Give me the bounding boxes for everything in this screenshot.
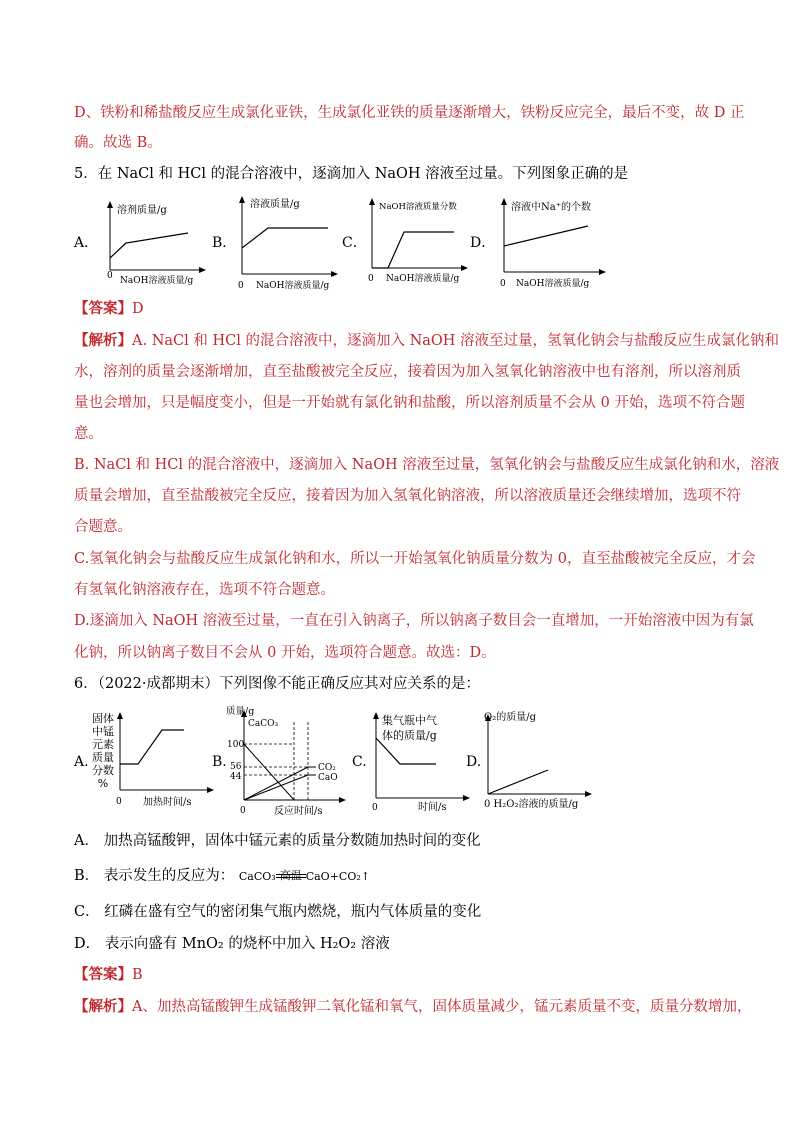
q5-analysis-line-6: 质量会增加，直至盐酸被完全反应，接着因为加入氢氧化钠溶液，所以溶液质量还会继续增加，选项不符: [74, 488, 741, 504]
ylabel-caco3: CaCO₃: [248, 719, 279, 729]
q5-analysis-line-7: 合题意。: [74, 519, 132, 535]
q5-analysis-line-1: [74, 331, 779, 351]
caco3-to-co2-line: [244, 767, 308, 800]
q5-answer: [74, 299, 144, 319]
curve: [488, 770, 548, 794]
caco3-to-cao-line: [244, 775, 308, 800]
tick-44: 44: [230, 772, 242, 782]
x-axis-arrow: [585, 791, 592, 797]
answer-value: D: [132, 301, 144, 317]
xlabel: NaOH溶液质量/g: [256, 281, 330, 291]
prev-analysis-line-1: D、铁粉和稀盐酸反应生成氯化亚铁，生成氯化亚铁的质量逐渐增大，铁粉反应完全，最后不变，故 D 正: [74, 105, 745, 121]
answer-tag: 【答案】: [74, 300, 132, 317]
q5-option-b-letter: B．: [212, 235, 237, 251]
answer-value: B: [132, 967, 143, 983]
xlabel: NaOH溶液质量/g: [386, 274, 460, 284]
x-axis-arrow: [599, 269, 606, 275]
series-co2: CO₂: [318, 763, 336, 773]
xlabel: 0 H₂O₂溶液的质量/g: [484, 799, 579, 810]
q5-graph-a: [100, 198, 210, 290]
y-axis-arrow: [107, 201, 113, 208]
y-axis-arrow: [501, 198, 507, 205]
prev-analysis-line-2: 确。故选 B。: [74, 135, 162, 151]
equation-right: CaO+CO₂↑: [305, 870, 370, 883]
analysis-text: A. NaCl 和 HCl 的混合溶液中，逐滴加入 NaOH 溶液至过量，氢氧化钠会与盐酸反应生成氯化钠和: [132, 333, 780, 349]
q5-graph-c: [362, 196, 474, 288]
x-axis-arrow: [339, 797, 346, 803]
ylabel-line: 中锰: [92, 725, 114, 738]
origin: 0: [372, 803, 378, 812]
origin: 0: [500, 279, 506, 289]
xlabel: NaOH溶液质量/g: [516, 279, 590, 289]
analysis-text: A、加热高锰酸钾生成锰酸钾二氧化锰和氧气，固体质量减少，锰元素质量不变，质量分数增加，: [132, 999, 752, 1015]
origin: 0: [238, 281, 244, 291]
ylabel-line-2: 体的质量/g: [382, 729, 437, 742]
answer-tag: 【答案】: [74, 966, 132, 983]
y-axis-arrow: [373, 712, 379, 719]
q6-option-b-letter: B.: [212, 754, 227, 770]
curve: [120, 730, 184, 764]
q6-option-c: C． 红磷在盛有空气的密闭集气瓶内燃烧，瓶内气体质量的变化: [74, 904, 482, 920]
ylabel-line: %: [97, 777, 109, 790]
ylabel-line-1: 集气瓶中气: [382, 714, 437, 727]
x-axis-arrow: [199, 267, 206, 273]
q6-graph-b: [224, 702, 354, 818]
q5-graph-b: [230, 192, 342, 294]
series-cao: CaO: [318, 773, 338, 783]
q5-analysis-line-2: 水，溶剂的质量会逐渐增加，直至盐酸被完全反应，接着因为加入氢氧化钠溶液中也有溶剂，所以溶剂质: [74, 364, 741, 380]
q6-option-a-letter: A.: [74, 754, 89, 770]
reaction-equation: [239, 867, 370, 887]
xlabel: NaOH溶液质量/g: [120, 276, 194, 286]
x-axis-arrow: [331, 271, 338, 277]
tick-56: 56: [230, 762, 242, 772]
q6-option-a: A． 加热高锰酸钾，固体中锰元素的质量分数随加热时间的变化: [74, 833, 481, 849]
xlabel: 时间/s: [418, 802, 447, 812]
x-axis-arrow: [207, 787, 214, 793]
ylabel-line: 质量: [92, 751, 114, 764]
analysis-tag: 【解析】: [74, 332, 132, 349]
caco3-line: [244, 744, 294, 800]
y-axis-arrow: [117, 712, 123, 719]
q6-option-b: [74, 866, 370, 887]
q5-option-a-letter: A．: [74, 235, 99, 251]
curve: [242, 228, 328, 248]
tick-100: 100: [227, 740, 245, 750]
analysis-tag: 【解析】: [74, 998, 132, 1015]
q5-analysis-line-4: 意。: [74, 426, 103, 442]
q6-answer: [74, 965, 143, 985]
q6-graph-a: [110, 708, 220, 810]
y-axis-arrow: [369, 198, 375, 205]
q5-analysis-line-5: B. NaCl 和 HCl 的混合溶液中，逐滴加入 NaOH 溶液至过量，氢氧化钠会与盐酸反应生成氯化钠和水，溶液: [74, 457, 780, 473]
q6-option-d-letter: D.: [466, 754, 482, 770]
ylabel: NaOH溶液质量分数: [379, 202, 457, 212]
curve: [372, 232, 454, 268]
origin: 0: [368, 274, 374, 284]
option-b-text: B． 表示发生的反应为：: [74, 868, 235, 884]
ylabel: 质量/g: [226, 706, 255, 717]
ylabel: O₂的质量/g: [484, 712, 536, 723]
origin: 0: [240, 806, 246, 816]
ylabel: 溶剂质量/g: [117, 205, 167, 216]
xlabel: 加热时间/s: [143, 797, 192, 808]
q5-graph-d: [492, 194, 612, 292]
question-6-stem: 6．（2022·成都期末）下列图像不能正确反应其对应关系的是：: [74, 676, 480, 692]
q5-option-c-letter: C．: [342, 235, 367, 251]
ylabel: 溶液质量/g: [250, 199, 300, 210]
ylabel-line: 分数: [92, 764, 114, 777]
q5-analysis-line-11: 化钠，所以钠离子数目不会从 0 开始，选项符合题意。故选：D。: [74, 645, 496, 661]
q6-graph-d: [478, 706, 602, 810]
origin: 0: [116, 797, 122, 807]
xlabel: 反应时间/s: [274, 806, 323, 817]
q5-analysis-line-9: 有氢氧化钠溶液存在，选项不符合题意。: [74, 582, 335, 598]
ylabel: 溶液中Na⁺的个数: [511, 202, 591, 213]
curve: [504, 226, 588, 246]
q6-graph-c: [366, 710, 478, 812]
q6-option-c-letter: C.: [352, 754, 367, 770]
origin: 0: [107, 271, 113, 281]
q6-option-d: D． 表示向盛有 MnO₂ 的烧杯中加入 H₂O₂ 溶液: [74, 936, 390, 952]
equation-left: CaCO₃: [238, 870, 276, 883]
question-5-stem: 5．在 NaCl 和 HCl 的混合溶液中，逐滴加入 NaOH 溶液至过量。下列图象正确的是: [74, 166, 629, 182]
y-axis-arrow: [239, 196, 245, 203]
q5-analysis-line-3: 量也会增加，只是幅度变小，但是一开始就有氯化钠和盐酸，所以溶剂质量不会从 0 开始，选项不符合题: [74, 395, 745, 411]
x-axis-arrow: [461, 265, 468, 271]
q6-analysis-line-1: [74, 997, 751, 1017]
ylabel-line: 元素: [92, 738, 114, 751]
q5-analysis-line-10: D.逐滴加入 NaOH 溶液至过量，一直在引入钠离子，所以钠离子数目会一直增加，一开始溶液中因为有氯: [74, 613, 754, 629]
ylabel-line: 固体: [92, 712, 114, 725]
curve: [110, 233, 188, 258]
q5-analysis-line-8: C.氢氧化钠会与盐酸反应生成氯化钠和水，所以一开始氢氧化钠质量分数为 0，直至盐酸被完全反应，才会: [74, 551, 756, 567]
condition-text: 高温: [279, 869, 302, 882]
x-axis-arrow: [463, 795, 470, 801]
q5-option-d-letter: D．: [470, 235, 496, 251]
